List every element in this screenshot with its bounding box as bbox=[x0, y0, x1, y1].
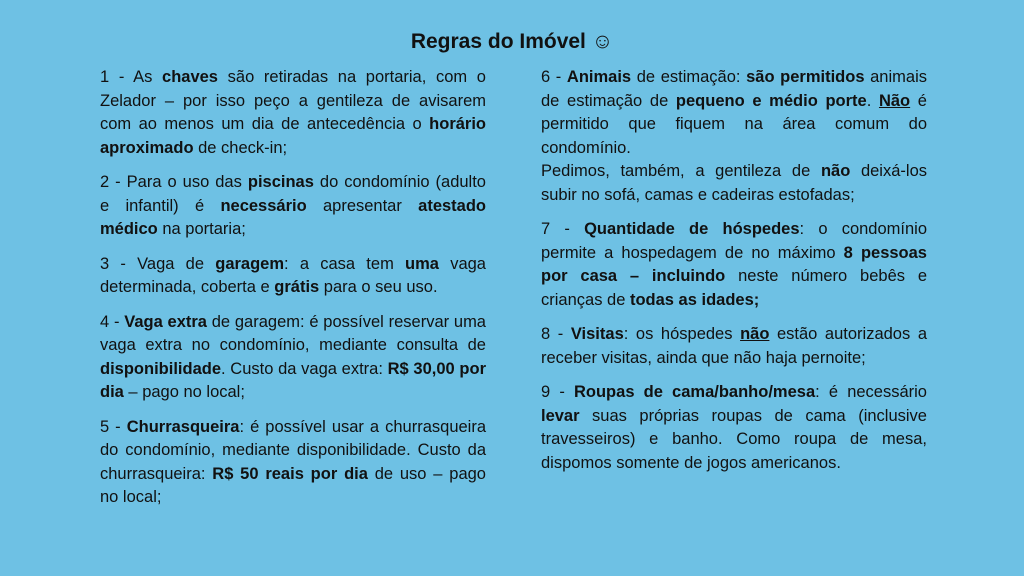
rule-text-bold: Vaga extra bbox=[124, 312, 207, 331]
rule-text: do condomínio (adulto e infantil) é bbox=[100, 173, 486, 215]
rule-paragraph bbox=[100, 66, 486, 160]
rule-text-bold: Churrasqueira bbox=[126, 417, 240, 436]
rule-text-bold: Animais bbox=[566, 68, 632, 86]
rule-text: de estimação: bbox=[631, 68, 747, 86]
rule-text: vaga determinada, coberta e bbox=[100, 254, 486, 296]
rule-text-bold: são permitidos bbox=[746, 68, 865, 86]
rule-item bbox=[541, 66, 927, 207]
rule-text-bold: grátis bbox=[274, 278, 320, 296]
rule-item bbox=[541, 218, 927, 312]
rule-text: . bbox=[866, 91, 879, 110]
rule-paragraph bbox=[100, 416, 486, 510]
rule-text: 1 - As bbox=[100, 68, 163, 86]
rule-text-bold: piscinas bbox=[247, 173, 314, 191]
rule-text: 9 - bbox=[541, 383, 574, 401]
rule-text-bold: R$ 50 reais por dia bbox=[212, 464, 368, 483]
rule-text: Pedimos, também, a gentileza de bbox=[541, 162, 821, 180]
rule-text-bold bbox=[740, 325, 769, 343]
rules-column-left bbox=[100, 66, 486, 521]
rule-text: 3 - Vaga de bbox=[100, 254, 216, 273]
rule-paragraph bbox=[541, 218, 927, 312]
rule-text: – pago no local; bbox=[123, 383, 245, 401]
rule-text: deixá-los subir no sofá, camas e cadeiras estofadas; bbox=[541, 162, 927, 204]
rule-text-bold: 8 pessoas por casa – incluindo bbox=[541, 243, 927, 285]
rule-text-bold: disponibilidade bbox=[100, 359, 222, 378]
rule-text: 7 - bbox=[541, 220, 585, 238]
page-title: Regras do Imóvel ☺ bbox=[410, 30, 614, 53]
rule-text: Não bbox=[878, 91, 911, 110]
rule-item bbox=[100, 171, 486, 242]
rule-text: : é possível usar a churrasqueira do condomínio, mediante disponibilidade. Custo da churrasqueira: bbox=[100, 417, 487, 483]
rule-text: . Custo da vaga extra: bbox=[221, 359, 388, 378]
rule-text: na portaria; bbox=[157, 220, 246, 238]
rule-paragraph bbox=[100, 253, 486, 300]
rule-item bbox=[100, 66, 486, 160]
rule-text-bold: horário aproximado bbox=[100, 115, 486, 157]
rule-item bbox=[100, 311, 486, 405]
rule-text: neste número bebês e crianças de bbox=[541, 267, 927, 309]
rule-text-bold: chaves bbox=[162, 68, 218, 86]
rule-text: suas próprias roupas de cama (inclusive travesseiros) e banho. Como roupa de mesa, dispomos somente de jogos americanos. bbox=[541, 406, 927, 472]
rule-text: de uso – pago no local; bbox=[100, 464, 486, 506]
rule-text: para o seu uso. bbox=[319, 278, 438, 296]
rule-item bbox=[541, 323, 927, 370]
rule-text-bold: R$ 30,00 por dia bbox=[100, 359, 486, 401]
rule-paragraph bbox=[541, 66, 927, 160]
rule-text: : o condomínio permite a hospedagem de no máximo bbox=[541, 220, 927, 262]
rule-item bbox=[100, 253, 486, 300]
rule-text: de garagem: é possível reservar uma vaga extra no condomínio, mediante consulta de bbox=[100, 312, 486, 354]
rule-paragraph bbox=[541, 381, 927, 475]
rule-text-bold: não bbox=[820, 162, 851, 180]
rule-text: 2 - Para o uso das bbox=[100, 173, 248, 191]
rule-text: estão autorizados a receber visitas, ainda que não haja pernoite; bbox=[541, 325, 927, 367]
rule-text-bold bbox=[879, 92, 910, 110]
rule-paragraph bbox=[541, 160, 927, 207]
rule-text: são retiradas na portaria, com o Zelador – por isso peço a gentileza de avisarem com ao menos um dia de antecedência o bbox=[100, 68, 486, 133]
rule-text: 4 - bbox=[100, 312, 125, 331]
rule-text-bold: pequeno e médio porte bbox=[675, 91, 867, 110]
rule-text: 6 - bbox=[541, 68, 567, 86]
rule-text: 8 - bbox=[541, 325, 571, 343]
rule-paragraph bbox=[100, 171, 486, 242]
rule-item bbox=[541, 381, 927, 475]
rule-text-bold: Roupas de cama/banho/mesa bbox=[573, 383, 816, 401]
rule-text: : é necessário bbox=[815, 383, 927, 401]
rule-text: apresentar bbox=[306, 196, 419, 215]
rule-text-bold: todas as idades; bbox=[629, 290, 760, 309]
rule-text: : os hóspedes bbox=[623, 325, 741, 343]
rule-text: é permitido que fiquem na área comum do condomínio. bbox=[541, 91, 927, 157]
rule-text-bold: necessário bbox=[220, 196, 307, 215]
rule-paragraph bbox=[541, 323, 927, 370]
rule-text-bold: uma bbox=[405, 254, 439, 273]
rules-column-right bbox=[541, 66, 927, 486]
rule-text-bold: atestado médico bbox=[100, 196, 487, 238]
rule-text: de check-in; bbox=[193, 138, 288, 157]
rule-text-bold: Quantidade de hóspedes bbox=[584, 220, 800, 238]
rule-text: : a casa tem bbox=[284, 254, 406, 273]
rule-text-bold: garagem bbox=[215, 254, 285, 273]
rule-paragraph bbox=[100, 311, 486, 405]
rule-text: não bbox=[740, 325, 770, 343]
rule-item bbox=[100, 416, 486, 510]
rule-text-bold: Visitas bbox=[570, 325, 624, 343]
rule-text: animais de estimação de bbox=[541, 68, 927, 110]
rule-text: 5 - bbox=[100, 417, 127, 436]
rule-text-bold: levar bbox=[541, 406, 580, 425]
